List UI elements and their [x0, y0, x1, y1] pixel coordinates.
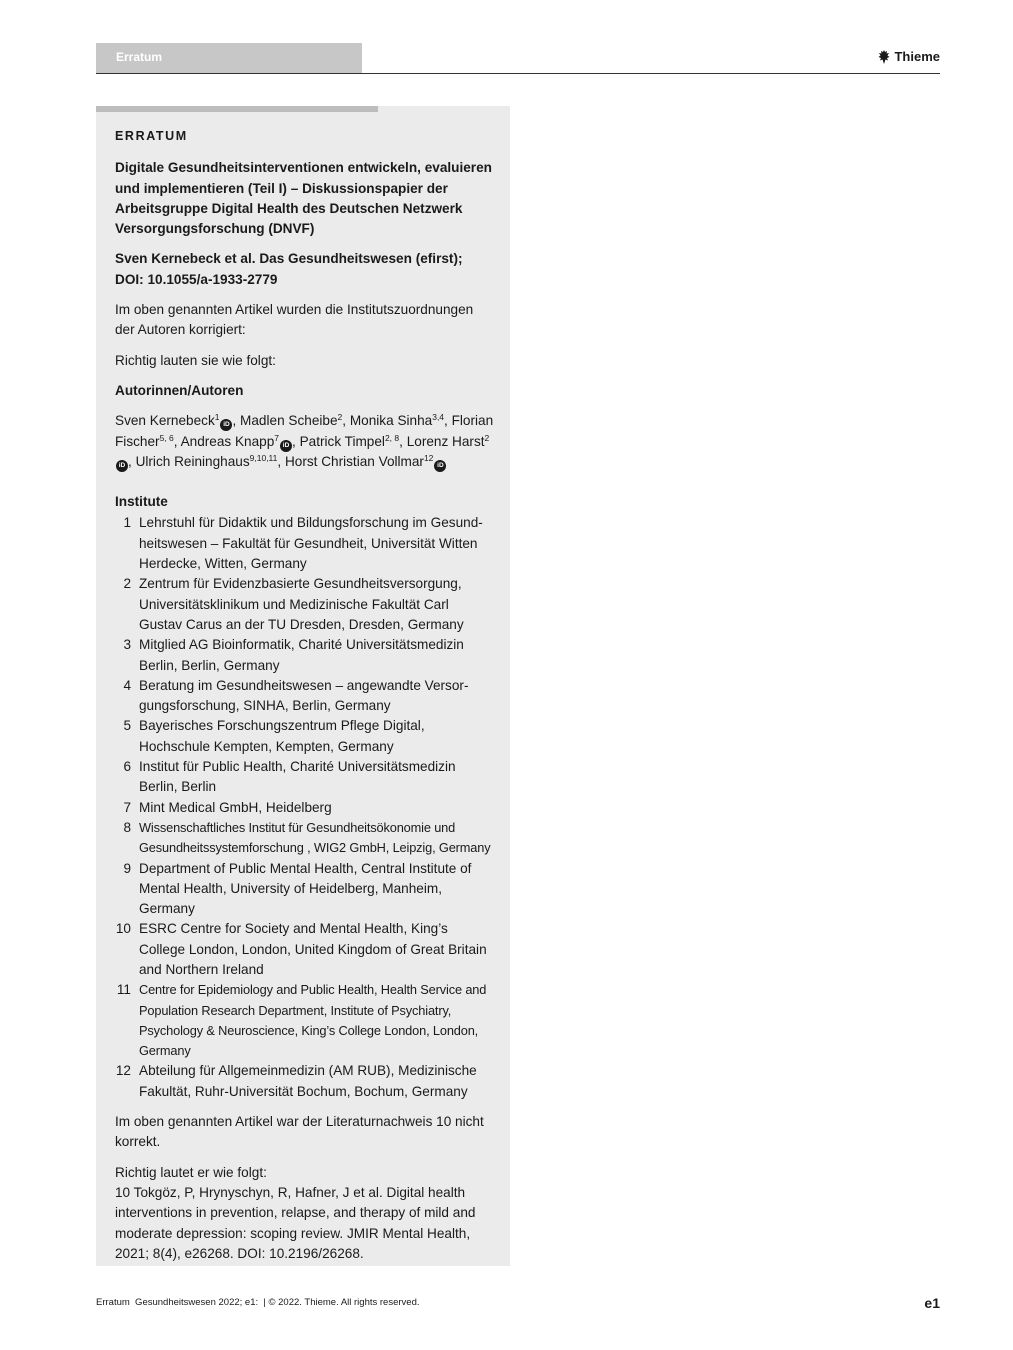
author-name: Horst Christian Vollmar	[284, 453, 424, 469]
author-affiliation: 7	[274, 432, 280, 443]
institute-number: 4	[123, 677, 131, 693]
article-citation	[115, 249, 495, 290]
institute-item	[115, 980, 495, 1061]
institute-item	[115, 635, 495, 676]
orcid-icon[interactable]: iD	[116, 460, 128, 472]
page-number: e1	[924, 1295, 940, 1311]
author-name: Monika Sinha	[349, 413, 433, 429]
orcid-icon[interactable]: iD	[434, 460, 446, 472]
footer-citation: Erratum Gesundheitswesen 2022; e1: | © 2022. Thieme. All rights reserved.	[96, 1297, 420, 1308]
header-rule	[96, 73, 940, 74]
institute-text: Institut für Public Health, Charité Universitätsmedizin Berlin, Berlin	[139, 759, 456, 795]
institute-number: 12	[115, 1063, 131, 1079]
brand-name: Thieme	[894, 49, 940, 64]
institute-number: 3	[123, 637, 131, 653]
author-name: Patrick Timpel	[299, 433, 385, 449]
institute-text: Bayerisches Forschungszentrum Pflege Digital, Hochschule Kempten, Kempten, Germany	[139, 718, 425, 754]
institute-item	[115, 676, 495, 717]
author-affiliation: 9,10,11	[249, 452, 278, 463]
institute-number: 5	[123, 718, 131, 734]
institute-number: 10	[115, 921, 131, 937]
institute-text: Mint Medical GmbH, Heidelberg	[139, 799, 332, 815]
thieme-logo-icon	[878, 50, 890, 64]
institutes-heading: Institute	[115, 494, 168, 510]
correct-as-follows: Richtig lauten sie wie folgt:	[115, 352, 276, 368]
author-affiliation: 1	[214, 412, 220, 423]
institute-text: Mitglied AG Bioinformatik, Charité Universitätsmedizin Berlin, Berlin, Germany	[139, 637, 464, 673]
orcid-icon[interactable]: iD	[220, 419, 232, 431]
institute-text: Abteilung für Allgemeinmedizin (AM RUB), Medizinische Fakultät, Ruhr-Universität Bochum, Bochum, Germany	[139, 1063, 477, 1099]
institute-text: Wissenschaftliches Institut für Gesundheitsökonomie und Gesundheitssystemforschung , WIG2 GmbH, Leipzig, Germany	[139, 819, 491, 856]
institute-item	[115, 757, 495, 798]
article-title: Digitale Gesundheitsinterventionen entwickeln, evaluieren und implementieren (Teil I) – Diskussionspapier der Arbeitsgruppe Digital Health des Deutschen Netzwerk Versorgungsforschung (DNVF)	[115, 160, 492, 237]
institute-text: ESRC Centre for Society and Mental Health, King’s College London, London, United Kingdom of Great Britain and Northern Ireland	[139, 921, 487, 977]
institute-item	[115, 574, 495, 635]
institute-number: 1	[123, 515, 131, 531]
author-affiliation: 5, 6	[159, 432, 174, 443]
doi-line: DOI: 10.1055/a-1933-2779	[115, 271, 278, 287]
author-name: Madlen Scheibe	[240, 413, 338, 429]
institute-number: 8	[123, 819, 131, 835]
institute-number: 7	[123, 799, 131, 815]
orcid-icon[interactable]: iD	[280, 440, 292, 452]
author-name: Sven Kernebeck	[115, 413, 215, 429]
institute-list	[115, 513, 495, 1102]
author-affiliation: 12	[423, 452, 434, 463]
institute-text: Department of Public Mental Health, Central Institute of Mental Health, University of Heidelberg, Manheim, Germany	[139, 860, 472, 917]
author-affiliation: 2, 8	[384, 432, 400, 443]
institute-item	[115, 798, 495, 818]
author-list: Sven Kernebeck$^1$iD , Madlen Scheibe$^2$, Monika Sinha$^{3,4}$, Florian Fischer$^{5, 6}$, Andreas Knapp$^7$iD , Patrick Timpel$^{2, 8}$, Lorenz Harst$^2$iD , Ulrich Reininghaus$^{9,10,11}$, Horst Christian Vollmar$^{12}$iD	[115, 411, 495, 472]
author-affiliation: 3,4	[432, 412, 445, 423]
reference-note: Im oben genannten Artikel war der Literaturnachweis 10 nicht korrekt.	[115, 1114, 484, 1150]
reference-correct: Richtig lautet er wie folgt:	[115, 1164, 267, 1180]
institute-number: 11	[116, 982, 131, 998]
institute-number: 2	[123, 576, 131, 592]
author-name: Florian Fischer	[115, 413, 494, 449]
author-name: Ulrich Reininghaus	[135, 453, 250, 469]
institute-number: 6	[123, 759, 131, 775]
institute-item	[115, 1061, 495, 1102]
institute-item	[115, 716, 495, 757]
author-affiliation: 2	[337, 412, 343, 423]
institute-number: 9	[123, 860, 131, 876]
author-name: Andreas Knapp	[180, 433, 275, 449]
institute-item	[115, 859, 495, 920]
erratum-kicker: ERRATUM	[115, 129, 188, 143]
section-tab	[96, 43, 362, 74]
institute-text: Zentrum für Evidenzbasierte Gesundheitsversorgung, Universitätsklinikum und Medizinische Fakultät Carl Gustav Carus an der TU Dresden, Dresden, Germany	[139, 576, 464, 632]
box-top-bar	[96, 106, 378, 112]
publisher-brand	[878, 49, 940, 64]
author-affiliation: 2	[484, 432, 490, 443]
author-name: Lorenz Harst	[406, 433, 485, 449]
correction-intro: Im oben genannten Artikel wurden die Institutszuordnungen der Autoren korrigiert:	[115, 302, 474, 338]
citation-line: Sven Kernebeck et al. Das Gesundheitswesen (efirst);	[115, 251, 463, 267]
institute-text: Lehrstuhl für Didaktik und Bildungsforschung im Gesundheitswesen – Fakultät für Gesundheit, Universität Witten Herdecke, Witten, Germany	[139, 515, 483, 572]
authors-heading: Autorinnen/Autoren	[115, 382, 244, 398]
institute-item	[115, 513, 495, 574]
reference-text: 10 Tokgöz, P, Hrynyschyn, R, Hafner, J et al. Digital health interventions in prevention, relapse, and therapy of mild and moderate depression: scoping review. JMIR Mental Health, 2021; 8(4), e26268. DOI: 10.2196/26268.	[115, 1184, 476, 1261]
institute-text: Centre for Epidemiology and Public Health, Health Service and Population Research Department, Institute of Psychiatry, Psychology & Neuroscience, King’s College London, London, Germany	[139, 982, 487, 1059]
section-tab-label: Erratum	[116, 50, 163, 64]
institute-item	[115, 818, 495, 859]
erratum-content	[115, 126, 495, 1264]
institute-item	[115, 919, 495, 980]
erratum-box	[96, 106, 510, 1266]
institute-text: Beratung im Gesundheitswesen – angewandte Versorgungsforschung, SINHA, Berlin, Germany	[139, 677, 469, 714]
